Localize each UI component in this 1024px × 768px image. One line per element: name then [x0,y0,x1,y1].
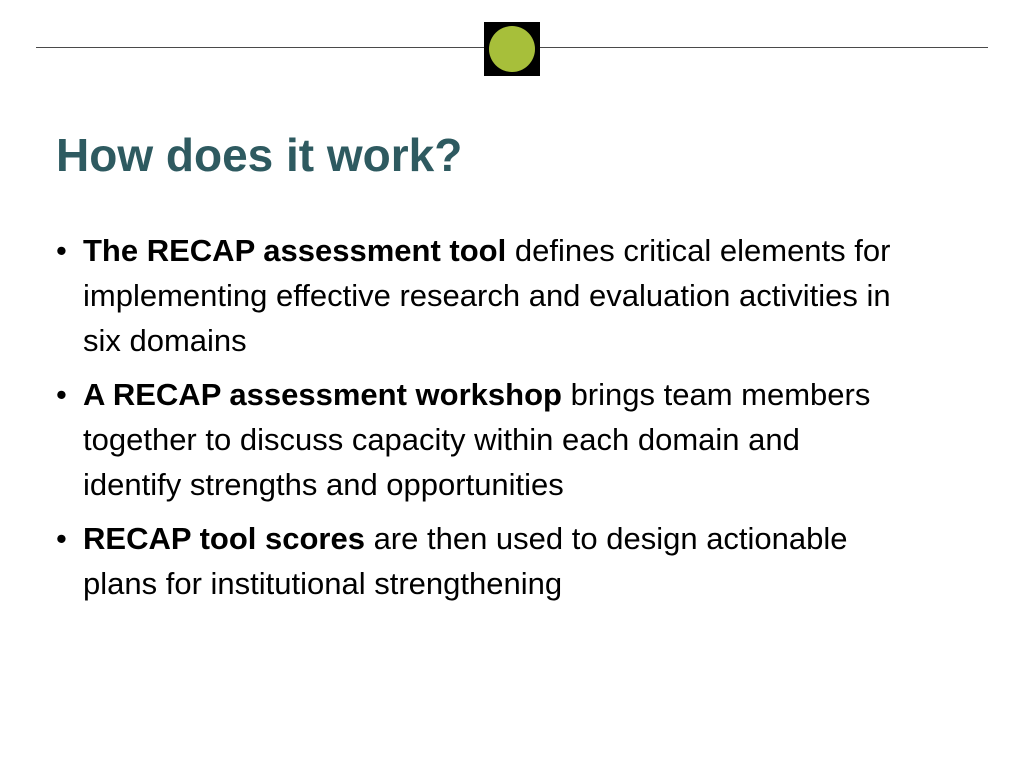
bullet-bold-text: A RECAP assessment workshop [83,377,562,412]
logo-square [484,22,540,76]
bullet-icon: • [56,521,67,556]
green-circle-icon [489,26,535,72]
bullet-icon: • [56,377,67,412]
bullet-bold-text: RECAP tool scores [83,521,365,556]
bullet-text: defines critical elements for implementing effective research and evaluation activities in six domains [83,233,891,358]
bullet-bold-text: The RECAP assessment tool [83,233,507,268]
list-item [56,372,896,507]
list-item [56,516,896,606]
list-item [56,228,896,363]
page-title: How does it work? [56,129,463,181]
bullet-list [56,228,896,615]
bullet-icon: • [56,233,67,268]
bullet-text: brings team members together to discuss capacity within each domain and identify strengths and opportunities [83,377,871,502]
bullet-text: are then used to design actionable plans for institutional strengthening [83,521,848,601]
